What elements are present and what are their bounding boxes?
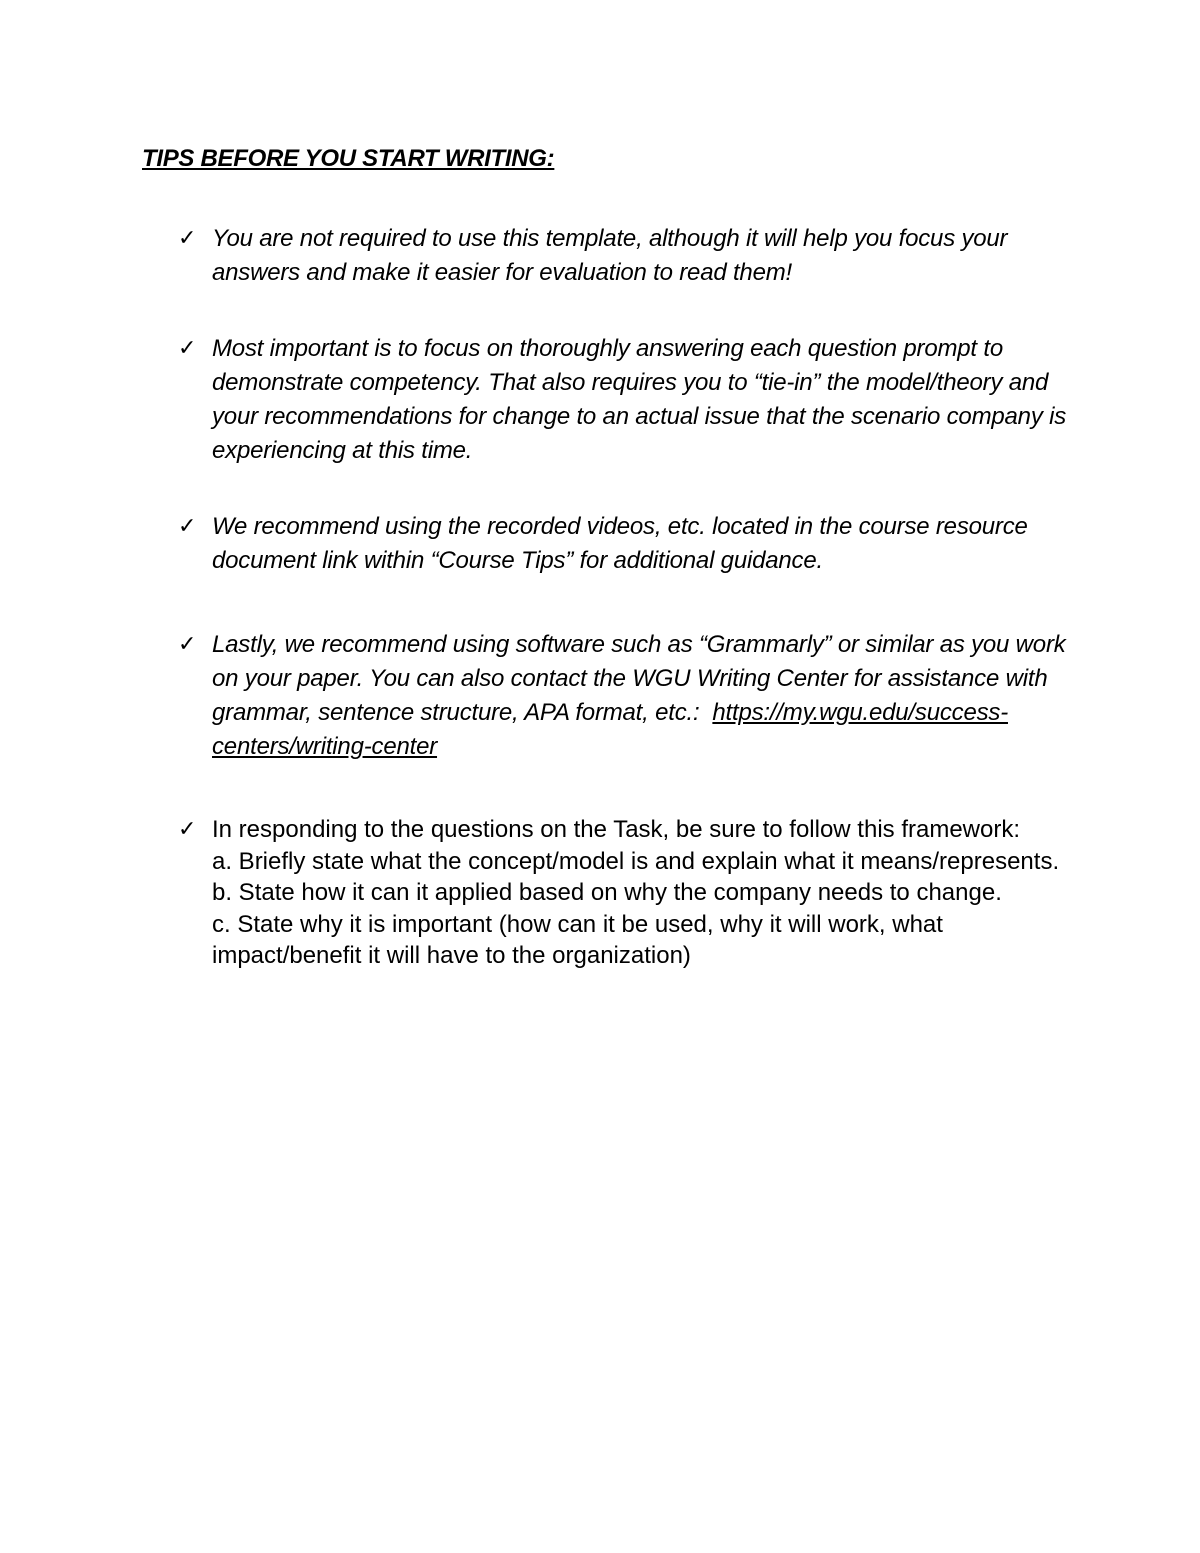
tip-text: You are not required to use this template, although it will help you focus your answers and make it easier for evaluation to read them! — [212, 225, 1008, 286]
checkmark-icon: ✓ — [178, 632, 197, 657]
checkmark-icon: ✓ — [178, 336, 197, 361]
tip-item — [178, 628, 1068, 764]
framework-step-c: c. State why it is important (how can it be used, why it will work, what impact/benefit it will have to the organization) — [212, 910, 943, 969]
page-heading: TIPS BEFORE YOU START WRITING: — [142, 145, 555, 172]
tip-item — [178, 222, 1068, 290]
tip-item — [178, 510, 1068, 578]
tip-text: Lastly, we recommend using software such as “Grammarly” or similar as you work on your paper. You can also contact the WGU Writing Center for assistance with grammar, sentence structure, APA format, etc.: — [212, 631, 1066, 726]
framework-step-b: b. State how it can it applied based on why the company needs to change. — [212, 879, 1002, 906]
checkmark-icon: ✓ — [178, 514, 197, 539]
framework-step-a: a. Briefly state what the concept/model is and explain what it means/represents. — [212, 847, 1060, 875]
checkmark-icon: ✓ — [178, 226, 197, 251]
tip-text: Most important is to focus on thoroughly answering each question prompt to demonstrate competency. That also requires you to “tie-in” the model/theory and your recommendations for change to an actual issue that the scenario company is experiencing at this time. — [212, 335, 1067, 464]
tip-item — [178, 332, 1068, 468]
tip-item — [178, 814, 1068, 972]
writing-center-link[interactable]: https://my.wgu.edu/success-centers/writing-center — [212, 699, 1008, 760]
tip-text: We recommend using the recorded videos, etc. located in the course resource document link within “Course Tips” for additional guidance. — [212, 513, 1028, 574]
checkmark-icon: ✓ — [178, 817, 197, 842]
tips-list — [178, 222, 1068, 972]
tip-text: In responding to the questions on the Task, be sure to follow this framework: — [212, 816, 1021, 843]
